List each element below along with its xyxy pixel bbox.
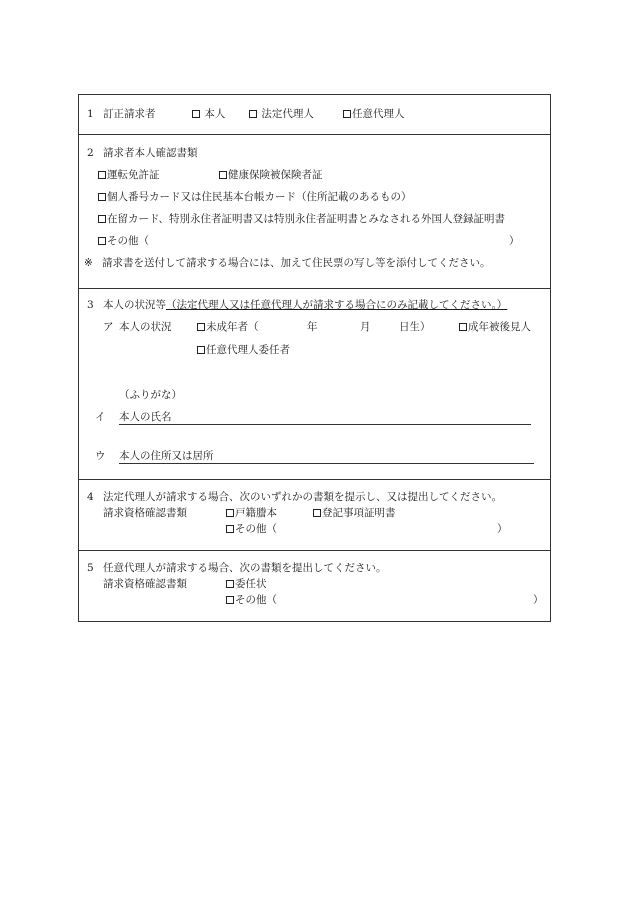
item-a-text: 本人の状況 xyxy=(119,321,172,333)
checkbox-other-id[interactable] xyxy=(98,235,149,248)
item-i-text: 本人の氏名 xyxy=(119,411,172,423)
checkbox-icon xyxy=(343,110,351,118)
doc-label: その他（ xyxy=(107,235,149,247)
item-u-label: ウ xyxy=(95,450,106,462)
checkbox-voluntary-agent-label: 任意代理人 xyxy=(352,108,405,120)
checkbox-power-of-attorney[interactable] xyxy=(226,578,267,591)
minor-label: 未成年者（ xyxy=(206,321,259,333)
checkbox-icon xyxy=(98,171,106,179)
section-1-title: 訂正請求者 xyxy=(103,108,156,120)
birth-month-label: 月 xyxy=(360,321,371,333)
other-close-paren: ） xyxy=(497,523,508,535)
delegator-label: 任意代理人委任者 xyxy=(206,344,290,356)
section-identity-documents xyxy=(79,134,550,289)
birth-year-label: 年 xyxy=(307,321,318,333)
name-field[interactable] xyxy=(119,424,531,425)
other-close-paren: ） xyxy=(533,594,544,606)
birth-day-label: 日生） xyxy=(399,321,431,333)
checkbox-other-legal[interactable] xyxy=(226,523,277,536)
doc-label: 健康保険被保険者証 xyxy=(228,169,323,181)
checkbox-icon xyxy=(197,323,205,331)
checkbox-icon xyxy=(226,596,234,604)
item-i-label: イ xyxy=(95,411,106,423)
checkbox-other-voluntary[interactable] xyxy=(226,594,277,607)
doc-label: 個人番号カード又は住民基本台帳カード（住所記載のあるもの） xyxy=(107,191,412,203)
checkbox-icon xyxy=(313,509,321,517)
doc-label: 登記事項証明書 xyxy=(322,507,396,519)
checkbox-legal-agent[interactable] xyxy=(249,108,314,121)
section-5-doc-label: 請求資格確認書類 xyxy=(103,578,187,590)
doc-label: 戸籍謄本 xyxy=(235,507,277,519)
note-mark: ※ xyxy=(84,257,93,269)
checkbox-registry-certificate[interactable] xyxy=(313,507,396,520)
section-3-title-note: （法定代理人又は任意代理人が請求する場合にのみ記載してください。） xyxy=(166,299,508,311)
checkbox-residence-card[interactable] xyxy=(98,213,505,226)
checkbox-minor[interactable] xyxy=(197,321,259,334)
checkbox-adult-ward[interactable] xyxy=(459,321,531,334)
doc-label: 在留カード、特別永住者証明書又は特別永住者証明書とみなされる外国人登録証明書 xyxy=(107,213,506,225)
checkbox-delegator[interactable] xyxy=(197,344,290,357)
checkbox-icon xyxy=(226,580,234,588)
checkbox-icon xyxy=(192,110,200,118)
section-4-title: 法定代理人が請求する場合、次のいずれかの書類を提示し、又は提出してください。 xyxy=(103,491,502,503)
checkbox-health-insurance[interactable] xyxy=(219,169,323,182)
doc-label: 運転免許証 xyxy=(107,169,160,181)
doc-label: その他（ xyxy=(235,523,277,535)
section-2-title: 請求者本人確認書類 xyxy=(103,147,198,159)
checkbox-icon xyxy=(197,346,205,354)
checkbox-icon xyxy=(98,237,106,245)
section-2-number: 2 xyxy=(87,147,94,159)
checkbox-self-label: 本人 xyxy=(204,108,226,120)
checkbox-icon xyxy=(226,509,234,517)
section-legal-agent-docs xyxy=(79,479,550,551)
section-3-title xyxy=(103,299,507,312)
checkbox-legal-agent-label: 法定代理人 xyxy=(261,108,314,120)
address-field[interactable] xyxy=(119,463,534,464)
checkbox-icon xyxy=(249,110,257,118)
furigana-label: （ふりがな） xyxy=(119,389,182,401)
checkbox-icon xyxy=(219,171,227,179)
section-5-title: 任意代理人が請求する場合、次の書類を提出してください。 xyxy=(103,562,387,574)
section-4-number: 4 xyxy=(87,491,94,503)
section-5-number: 5 xyxy=(87,562,94,574)
doc-label: 委任状 xyxy=(235,578,267,590)
section-1-number: 1 xyxy=(87,108,94,120)
section-3-number: 3 xyxy=(87,299,94,311)
checkbox-drivers-license[interactable] xyxy=(98,169,160,182)
doc-label: その他（ xyxy=(235,594,277,606)
checkbox-self[interactable] xyxy=(192,108,225,121)
section-requester xyxy=(79,95,550,135)
checkbox-voluntary-agent[interactable] xyxy=(343,108,405,121)
checkbox-family-register[interactable] xyxy=(226,507,277,520)
checkbox-icon xyxy=(226,525,234,533)
correction-request-form xyxy=(78,94,551,622)
checkbox-my-number-card[interactable] xyxy=(98,191,412,204)
checkbox-icon xyxy=(98,215,106,223)
section-4-doc-label: 請求資格確認書類 xyxy=(103,507,187,519)
section-voluntary-agent-docs xyxy=(79,550,550,622)
note-text: 請求書を送付して請求する場合には、加えて住民票の写し等を添付してください。 xyxy=(102,257,491,269)
checkbox-icon xyxy=(98,193,106,201)
item-u-text: 本人の住所又は居所 xyxy=(119,450,214,462)
ward-label: 成年被後見人 xyxy=(468,321,531,333)
other-close-paren: ） xyxy=(509,235,520,247)
checkbox-icon xyxy=(459,323,467,331)
section-person-status xyxy=(79,288,550,480)
section-3-title-text: 本人の状況等 xyxy=(103,299,166,311)
item-a-label: ア xyxy=(103,321,114,333)
